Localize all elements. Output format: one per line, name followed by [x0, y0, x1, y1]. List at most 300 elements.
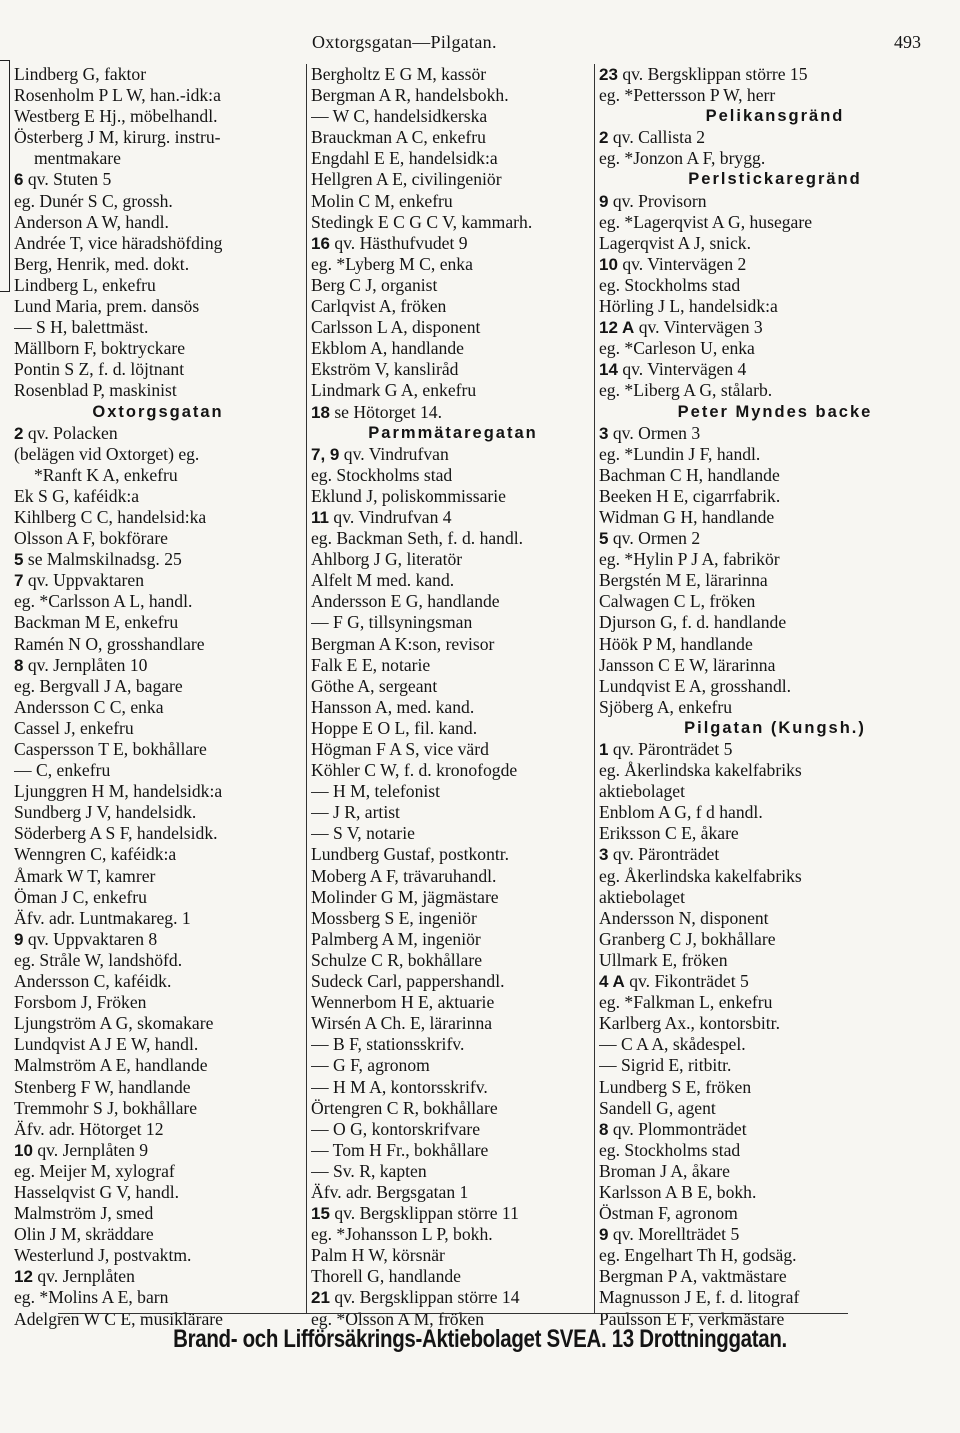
- resident-entry: [311, 1119, 595, 1140]
- entry-text: Lundqvist E A, grosshandl.: [599, 675, 792, 696]
- resident-entry: [599, 634, 951, 655]
- entry-text: eg. Stråle W, landshöfd.: [14, 949, 183, 970]
- property-number: 23: [599, 65, 618, 84]
- entry-text: Sjöberg A, enkefru: [599, 696, 733, 717]
- property-entry: [311, 1203, 595, 1224]
- resident-entry: [599, 465, 951, 486]
- resident-entry: [599, 1077, 951, 1098]
- resident-entry: [599, 591, 951, 612]
- entry-text: eg. Åkerlindska kakelfabriks: [599, 865, 802, 886]
- resident-entry: [14, 844, 302, 865]
- resident-entry: [311, 191, 595, 212]
- entry-text: Berg, Henrik, med. dokt.: [14, 253, 190, 274]
- entry-text: eg. Bergvall J A, bagare: [14, 675, 183, 696]
- resident-entry: [311, 760, 595, 781]
- resident-entry: [599, 676, 951, 697]
- resident-entry: [14, 823, 302, 844]
- entry-text: Engdahl E E, handelsidk:a: [311, 148, 498, 169]
- entry-text: — O G, kontorskrifvare: [311, 1118, 481, 1139]
- entry-text: Högman F A S, vice värd: [311, 739, 489, 759]
- resident-entry: [14, 992, 302, 1013]
- resident-entry: [311, 127, 595, 148]
- resident-entry: [311, 971, 595, 992]
- resident-entry: [14, 1077, 302, 1098]
- entry-text: Backman M E, enkefru: [14, 612, 179, 633]
- resident-entry: [311, 802, 595, 823]
- entry-text: — Sv. R, kapten: [311, 1160, 427, 1181]
- entry-text: Lindberg G, faktor: [14, 64, 147, 84]
- resident-entry: [14, 908, 302, 929]
- resident-entry: [599, 950, 951, 971]
- entry-text: Wirsén A Ch. E, lärarinna: [311, 1013, 493, 1034]
- property-number: 4 A: [599, 972, 625, 992]
- entry-text: qv. Vindrufvan 4: [333, 506, 452, 527]
- resident-entry: [599, 233, 951, 254]
- entry-text: Carlsson L A, disponent: [311, 317, 481, 338]
- property-entry: [599, 317, 951, 338]
- property-number: 1: [599, 740, 609, 759]
- resident-entry: [599, 929, 951, 950]
- entry-text: Paulsson E F, verkmästare: [599, 1308, 785, 1329]
- resident-entry: [311, 275, 595, 296]
- resident-entry: [311, 528, 595, 549]
- street-heading: Pilgatan (Kungsh.): [684, 718, 866, 737]
- resident-entry: [311, 1182, 595, 1203]
- property-entry: [311, 233, 595, 254]
- entry-text: Bergman A K:son, revisor: [311, 633, 495, 654]
- entry-text: Karlberg Ax., kontorsbitr.: [599, 1013, 780, 1034]
- entry-text: Stedingk E C G C V, kammarh.: [311, 211, 533, 232]
- resident-entry: [14, 85, 302, 106]
- entry-text: Molinder G M, jägmästare: [311, 886, 499, 907]
- resident-entry: [311, 254, 595, 275]
- entry-text: Hörling J L, handelsidk:a: [599, 296, 778, 317]
- resident-entry: [311, 169, 595, 190]
- entry-text: Lindmark G A, enkefru: [311, 380, 477, 401]
- resident-entry: [311, 992, 595, 1013]
- entry-text: eg. Dunér S C, grossh.: [14, 190, 173, 211]
- entry-text: eg. Stockholms stad: [311, 464, 453, 485]
- resident-entry: [14, 338, 302, 359]
- resident-entry: [14, 739, 302, 760]
- entry-text: eg. *Liberg A G, stålarb.: [599, 380, 773, 401]
- entry-text: — W C, handelsidkerska: [311, 106, 488, 127]
- margin-bracket: [0, 60, 10, 292]
- entry-text: eg. *Hylin P J A, fabrikör: [599, 549, 780, 570]
- resident-entry: [14, 486, 302, 507]
- property-number: 6: [14, 170, 24, 190]
- resident-entry: [14, 317, 302, 338]
- entry-text: Hansson A, med. kand.: [311, 696, 475, 717]
- entry-text: — F G, tillsyningsman: [311, 612, 473, 633]
- resident-entry: [14, 718, 302, 739]
- resident-entry: [14, 1119, 302, 1140]
- property-number: 5: [14, 550, 24, 570]
- entry-text: eg. *Lagerqvist A G, husegare: [599, 211, 813, 232]
- running-title: Oxtorgsgatan—Pilgatan.: [312, 32, 497, 52]
- property-number: 12: [14, 1267, 33, 1287]
- entry-text: — Tom H Fr., bokhållare: [311, 1139, 489, 1160]
- resident-entry: [14, 465, 302, 486]
- entry-text: qv. Callista 2: [612, 127, 706, 148]
- property-entry: [599, 844, 951, 865]
- entry-text: Wennerbom H E, aktuarie: [311, 992, 495, 1013]
- entry-text: Westberg E Hj., möbelhandl.: [14, 106, 218, 127]
- property-entry: [14, 655, 302, 676]
- resident-entry: [311, 570, 595, 591]
- entry-text: Westerlund J, postvaktm.: [14, 1245, 192, 1266]
- entry-text: Lund Maria, prem. dansös: [14, 296, 200, 317]
- property-number: 5: [599, 529, 609, 549]
- resident-entry: [14, 127, 302, 148]
- resident-entry: [311, 1034, 595, 1055]
- entry-text: Öman J C, enkefru: [14, 886, 147, 907]
- resident-entry: [14, 148, 302, 169]
- property-number: 7, 9: [311, 444, 340, 464]
- resident-entry: [14, 802, 302, 823]
- entry-text: eg. *Carlsson A L, handl.: [14, 591, 193, 612]
- entry-text: Adelgren W C E, musiklärare: [14, 1308, 223, 1329]
- resident-entry: [14, 1013, 302, 1034]
- entry-text: Höök P M, handlande: [599, 633, 753, 654]
- entry-text: qv. Provisorn: [612, 190, 707, 211]
- entry-text: qv. Jernplåten 10: [27, 654, 148, 675]
- resident-entry: [14, 212, 302, 233]
- entry-text: qv. Jernplåten: [37, 1266, 135, 1287]
- resident-entry: [311, 781, 595, 802]
- entry-text: Mossberg S E, ingeniör: [311, 907, 477, 928]
- resident-entry: [14, 612, 302, 633]
- resident-entry: [14, 106, 302, 127]
- resident-entry: [14, 296, 302, 317]
- resident-entry: [311, 739, 595, 760]
- entry-text: Hasselqvist G V, handl.: [14, 1181, 180, 1202]
- entry-text: Alfelt M med. kand.: [311, 570, 455, 591]
- property-entry: [599, 64, 951, 85]
- resident-entry: [311, 718, 595, 739]
- resident-entry: [311, 64, 595, 85]
- resident-entry: [311, 1055, 595, 1076]
- entry-text: eg. *Olsson A M, fröken: [311, 1308, 484, 1329]
- directory-column-3: [594, 64, 951, 1329]
- entry-text: eg. *Molins A E, barn: [14, 1287, 169, 1308]
- entry-text: qv. Uppvaktaren 8: [27, 928, 158, 949]
- resident-entry: [599, 148, 951, 169]
- resident-entry: [599, 802, 951, 823]
- property-number: 14: [599, 360, 618, 380]
- directory-column-2: [306, 64, 595, 1329]
- entry-text: eg. Engelhart Th H, godsäg.: [599, 1245, 797, 1266]
- resident-entry: [599, 444, 951, 465]
- resident-entry: [599, 486, 951, 507]
- resident-entry: [311, 1224, 595, 1245]
- entry-text: se Hötorget 14.: [334, 401, 442, 422]
- page-number: 493: [894, 32, 921, 52]
- property-entry: [599, 254, 951, 275]
- resident-entry: [599, 275, 951, 296]
- resident-entry: [599, 1203, 951, 1224]
- entry-text: Malmström A E, handlande: [14, 1055, 208, 1076]
- resident-entry: [311, 359, 595, 380]
- property-number: 16: [311, 233, 330, 253]
- entry-text: — C A A, skådespel.: [599, 1034, 746, 1055]
- property-number: 18: [311, 402, 330, 422]
- entry-text: Äfv. adr. Luntmakareg. 1: [14, 907, 191, 928]
- resident-entry: [14, 275, 302, 296]
- resident-entry: [311, 591, 595, 612]
- property-number: 7: [14, 571, 24, 591]
- entry-text: Ullmark E, fröken: [599, 949, 728, 970]
- street-heading: Perlstickaregränd: [688, 170, 862, 189]
- entry-text: qv. Hästhufvudet 9: [334, 232, 468, 253]
- entry-text: Andrée T, vice häradshöfding: [14, 232, 223, 253]
- resident-entry: [311, 486, 595, 507]
- entry-text: eg. Backman Seth, f. d. handl.: [311, 528, 524, 549]
- resident-entry: [599, 1182, 951, 1203]
- property-number: 9: [599, 191, 609, 211]
- property-entry: [14, 570, 302, 591]
- resident-entry: [599, 1140, 951, 1161]
- resident-entry: [599, 1013, 951, 1034]
- property-number: 8: [14, 655, 24, 675]
- resident-entry: [311, 1245, 595, 1266]
- resident-entry: [14, 254, 302, 275]
- entry-text: Palm H W, körsnär: [311, 1245, 445, 1266]
- property-entry: [599, 423, 951, 444]
- entry-text: aktiebolaget: [599, 886, 685, 907]
- resident-entry: [599, 1287, 951, 1308]
- entry-text: aktiebolaget: [599, 781, 685, 802]
- resident-entry: [599, 866, 951, 887]
- entry-text: Djurson G, f. d. handlande: [599, 612, 787, 633]
- entry-text: qv. Päronträdet: [612, 844, 720, 865]
- property-entry: [599, 1224, 951, 1245]
- entry-text: eg. Stockholms stad: [599, 274, 741, 295]
- entry-text: Köhler C W, f. d. kronofogde: [311, 760, 518, 781]
- resident-entry: [311, 338, 595, 359]
- property-entry: [14, 1140, 302, 1161]
- resident-entry: [599, 1034, 951, 1055]
- entry-text: qv. Ormen 2: [612, 528, 701, 549]
- resident-entry: [311, 1161, 595, 1182]
- property-number: 9: [14, 929, 24, 949]
- entry-text: eg. *Falkman L, enkefru: [599, 992, 773, 1013]
- resident-entry: [599, 1098, 951, 1119]
- entry-text: Bergstén M E, lärarinna: [599, 570, 768, 591]
- resident-entry: [14, 950, 302, 971]
- resident-entry: [14, 1224, 302, 1245]
- property-entry: [14, 549, 302, 570]
- entry-text: eg. *Jonzon A F, brygg.: [599, 148, 766, 169]
- resident-entry: [14, 191, 302, 212]
- entry-text: Lundqvist A J E W, handl.: [14, 1034, 199, 1055]
- entry-text: (belägen vid Oxtorget) eg.: [14, 443, 200, 464]
- entry-text: — H M A, kontorsskrifv.: [311, 1076, 488, 1097]
- entry-text: eg. *Johansson L P, bokh.: [311, 1224, 493, 1245]
- resident-entry: [14, 1034, 302, 1055]
- resident-entry: [599, 612, 951, 633]
- property-number: 10: [14, 1140, 33, 1160]
- entry-text: Bergman A R, handelsbokh.: [311, 85, 509, 106]
- street-heading: Parmmätaregatan: [368, 423, 538, 442]
- property-number: 10: [599, 254, 618, 274]
- property-number: 9: [599, 1225, 609, 1245]
- entry-text: Östman F, agronom: [599, 1203, 738, 1224]
- resident-entry: [599, 1161, 951, 1182]
- entry-text: qv. Morellträdet 5: [612, 1224, 740, 1245]
- entry-text: — S V, notarie: [311, 823, 415, 844]
- entry-text: Pontin S Z, f. d. löjtnant: [14, 359, 185, 380]
- entry-text: Bergman P A, vaktmästare: [599, 1266, 787, 1287]
- resident-entry: [311, 1098, 595, 1119]
- property-entry: [599, 359, 951, 380]
- resident-entry: [599, 1245, 951, 1266]
- property-number: 15: [311, 1204, 330, 1224]
- entry-text: Hellgren A E, civilingeniör: [311, 169, 502, 190]
- entry-text: Lundberg Gustaf, postkontr.: [311, 844, 510, 865]
- resident-entry: [311, 317, 595, 338]
- property-entry: [14, 169, 302, 190]
- entry-text: eg. *Pettersson P W, herr: [599, 85, 776, 106]
- footer-rule: [58, 1313, 848, 1314]
- entry-text: Moberg A F, trävaruhandl.: [311, 865, 497, 886]
- property-entry: [599, 191, 951, 212]
- entry-text: Carlqvist A, fröken: [311, 296, 447, 317]
- property-number: 8: [599, 1119, 609, 1139]
- resident-entry: [14, 1055, 302, 1076]
- entry-text: Åmark W T, kamrer: [14, 865, 156, 886]
- entry-text: qv. Jernplåten 9: [37, 1139, 149, 1160]
- resident-entry: [14, 1182, 302, 1203]
- entry-text: Magnusson J E, f. d. litograf: [599, 1287, 800, 1308]
- entry-text: eg. Åkerlindska kakelfabriks: [599, 760, 802, 781]
- property-number: 2: [599, 128, 609, 148]
- resident-entry: [14, 1245, 302, 1266]
- entry-text: Andersson C, kaféidk.: [14, 971, 172, 992]
- entry-text: qv. Vintervägen 2: [622, 253, 747, 274]
- entry-text: qv. Bergsklippan större 11: [334, 1203, 519, 1224]
- entry-text: qv. Päronträdet 5: [612, 739, 733, 759]
- property-entry: [599, 971, 951, 992]
- entry-text: qv. Vindrufvan: [343, 443, 449, 464]
- property-number: 12 A: [599, 318, 635, 338]
- resident-entry: [14, 444, 302, 465]
- entry-text: qv. Fikonträdet 5: [629, 971, 749, 992]
- resident-entry: [599, 507, 951, 528]
- entry-text: Widman G H, handlande: [599, 506, 775, 527]
- directory-column-1: [14, 64, 302, 1330]
- resident-entry: [14, 64, 302, 85]
- footer-advertisement: Brand- och Lifförsäkrings-Aktiebolaget SVEA. 13 Drottninggatan.: [173, 1325, 787, 1353]
- resident-entry: [311, 380, 595, 401]
- entry-text: eg. Stockholms stad: [599, 1139, 741, 1160]
- entry-text: Eklund J, poliskommissarie: [311, 485, 506, 506]
- entry-text: qv. Uppvaktaren: [27, 570, 144, 591]
- entry-text: Sudeck Carl, pappershandl.: [311, 971, 505, 992]
- resident-entry: [14, 887, 302, 908]
- property-entry: [599, 1119, 951, 1140]
- entry-text: qv. Polacken: [27, 422, 118, 443]
- entry-text: *Ranft K A, enkefru: [34, 464, 178, 485]
- entry-text: Olin J M, skräddare: [14, 1224, 154, 1245]
- entry-text: Molin C M, enkefru: [311, 190, 453, 211]
- property-entry: [14, 929, 302, 950]
- resident-entry: [599, 85, 951, 106]
- entry-text: Andersson E G, handlande: [311, 591, 500, 612]
- resident-entry: [599, 781, 951, 802]
- entry-text: Hoppe E O L, fil. kand.: [311, 717, 478, 738]
- entry-text: Karlsson A B E, bokh.: [599, 1181, 757, 1202]
- resident-entry: [311, 212, 595, 233]
- resident-entry: [14, 781, 302, 802]
- resident-entry: [14, 591, 302, 612]
- entry-text: Örtengren C R, bokhållare: [311, 1097, 498, 1118]
- resident-entry: [311, 148, 595, 169]
- entry-text: Rosenholm P L W, han.-idk:a: [14, 85, 221, 106]
- property-entry: [311, 507, 595, 528]
- resident-entry: [599, 296, 951, 317]
- entry-text: Schulze C R, bokhållare: [311, 949, 483, 970]
- resident-entry: [14, 1203, 302, 1224]
- property-entry: [14, 1266, 302, 1287]
- entry-text: Enblom A G, f d handl.: [599, 802, 763, 823]
- entry-text: Berg C J, organist: [311, 274, 438, 295]
- entry-text: eg. *Lundin J F, handl.: [599, 443, 761, 464]
- entry-text: eg. *Carleson U, enka: [599, 338, 755, 359]
- resident-entry: [599, 549, 951, 570]
- resident-entry: [311, 1077, 595, 1098]
- entry-text: — S H, balettmäst.: [14, 317, 149, 338]
- entry-text: Andersson C C, enka: [14, 696, 164, 717]
- entry-text: — B F, stationsskrifv.: [311, 1034, 465, 1055]
- entry-text: Olsson A F, bokförare: [14, 528, 168, 549]
- entry-text: Eriksson C E, åkare: [599, 823, 739, 844]
- entry-text: Österberg J M, kirurg. instru-: [14, 127, 221, 148]
- entry-text: Calwagen C L, fröken: [599, 591, 756, 612]
- property-entry: [311, 402, 595, 423]
- resident-entry: [311, 908, 595, 929]
- property-entry: [599, 127, 951, 148]
- resident-entry: [14, 697, 302, 718]
- resident-entry: [311, 296, 595, 317]
- entry-text: Falk E E, notarie: [311, 654, 431, 675]
- resident-entry: [599, 760, 951, 781]
- resident-entry: [599, 570, 951, 591]
- resident-entry: [599, 887, 951, 908]
- entry-text: qv. Vintervägen 3: [638, 317, 763, 338]
- entry-text: Tremmohr S J, bokhållare: [14, 1097, 198, 1118]
- entry-text: Palmberg A M, ingeniör: [311, 928, 481, 949]
- entry-text: — J R, artist: [311, 802, 400, 823]
- entry-text: qv. Ormen 3: [612, 422, 701, 443]
- property-number: 3: [599, 423, 609, 443]
- resident-entry: [311, 866, 595, 887]
- entry-text: Ek S G, kaféidk:a: [14, 485, 140, 506]
- entry-text: qv. Plommonträdet: [612, 1118, 747, 1139]
- entry-text: Wenngren C, kaféidk:a: [14, 844, 177, 865]
- entry-text: Brauckman A C, enkefru: [311, 127, 486, 148]
- entry-text: Ljungström A G, skomakare: [14, 1013, 214, 1034]
- resident-entry: [14, 760, 302, 781]
- street-heading: Pelikansgränd: [705, 107, 845, 126]
- street-heading: Oxtorgsgatan: [92, 402, 224, 421]
- page-header: [0, 32, 960, 62]
- entry-text: Äfv. adr. Hötorget 12: [14, 1118, 164, 1139]
- property-number: 2: [14, 423, 24, 443]
- entry-text: Cassel J, enkefru: [14, 717, 134, 738]
- entry-text: Malmström J, smed: [14, 1203, 154, 1224]
- entry-text: Sandell G, agent: [599, 1097, 716, 1118]
